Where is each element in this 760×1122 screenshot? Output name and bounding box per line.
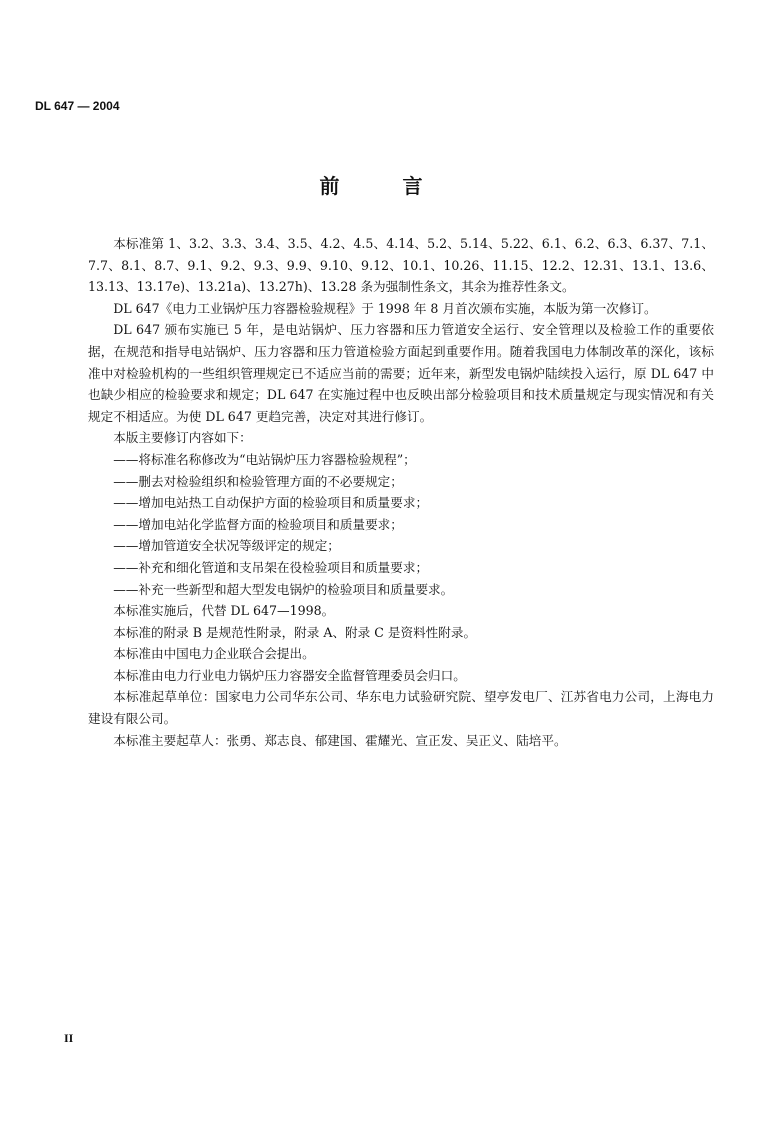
paragraph: 本标准主要起草人：张勇、郑志良、郁建国、霍耀光、宣正发、吴正义、陆培平。	[113, 732, 567, 748]
paragraph: 本标准第 1、3.2、3.3、3.4、3.5、4.2、4.5、4.14、5.2、5.14、5.22、6.1、6.2、6.3、6.37、7.1、7.7、8.1、8.7、9.1、9.2、9.3、9.9、9.10、9.12、10.1、10.26、11.15、12.2、12.31、13.1、13.6、13.13、13.17e)、13.21a)、13.27h)、13.28 条为强制性条文，其余为推荐性条文。	[88, 236, 714, 295]
list-item: ——补充一些新型和超大型发电锅炉的检验项目和质量要求。	[113, 581, 454, 597]
list-item: ——将标准名称修改为“电站锅炉压力容器检验规程”；	[113, 451, 416, 467]
page-title: 前 言	[319, 174, 451, 198]
paragraph: DL 647《电力工业锅炉压力容器检验规程》于 1998 年 8 月首次颁布实施，本版为第一次修订。	[113, 300, 657, 316]
paragraph: 本标准实施后，代替 DL 647—1998。	[113, 603, 335, 619]
list-item: ——删去对检验组织和检验管理方面的不必要规定；	[113, 473, 403, 489]
paragraph: 本版主要修订内容如下：	[113, 430, 252, 446]
list-item: ——增加电站化学监督方面的检验项目和质量要求；	[113, 516, 403, 532]
list-item: ——增加电站热工自动保护方面的检验项目和质量要求；	[113, 495, 429, 511]
document-header: DL 647 — 2004	[35, 99, 120, 113]
paragraph: 本标准由中国电力企业联合会提出。	[113, 646, 315, 662]
page-number: II	[64, 1031, 74, 1045]
paragraph: DL 647 颁布实施已 5 年，是电站锅炉、压力容器和压力管道安全运行、安全管理以及检验工作的重要依据，在规范和指导电站锅炉、压力容器和压力管道检验方面起到重要作用。随着我国电力体制改革的深化，该标准中对检验机构的一些组织管理规定已不适应当前的需要；近年来，新型发电锅炉陆续投入运行，原 DL 647 中也缺少相应的检验要求和规定；DL 647 在实施过程中也反映出部分检验项目和技术质量规定与现实情况和有关规定不相适应。为使 DL 647 更趋完善，决定对其进行修订。	[88, 322, 714, 424]
paragraph: 本标准起草单位：国家电力公司华东公司、华东电力试验研究院、望亭发电厂、江苏省电力公司，上海电力建设有限公司。	[88, 689, 714, 727]
list-item: ——补充和细化管道和支吊架在役检验项目和质量要求；	[113, 559, 429, 575]
paragraph: 本标准的附录 B 是规范性附录，附录 A、附录 C 是资料性附录。	[113, 624, 477, 640]
list-item: ——增加管道安全状况等级评定的规定；	[113, 538, 340, 554]
document-body	[88, 233, 714, 751]
paragraph: 本标准由电力行业电力锅炉压力容器安全监督管理委员会归口。	[113, 667, 466, 683]
